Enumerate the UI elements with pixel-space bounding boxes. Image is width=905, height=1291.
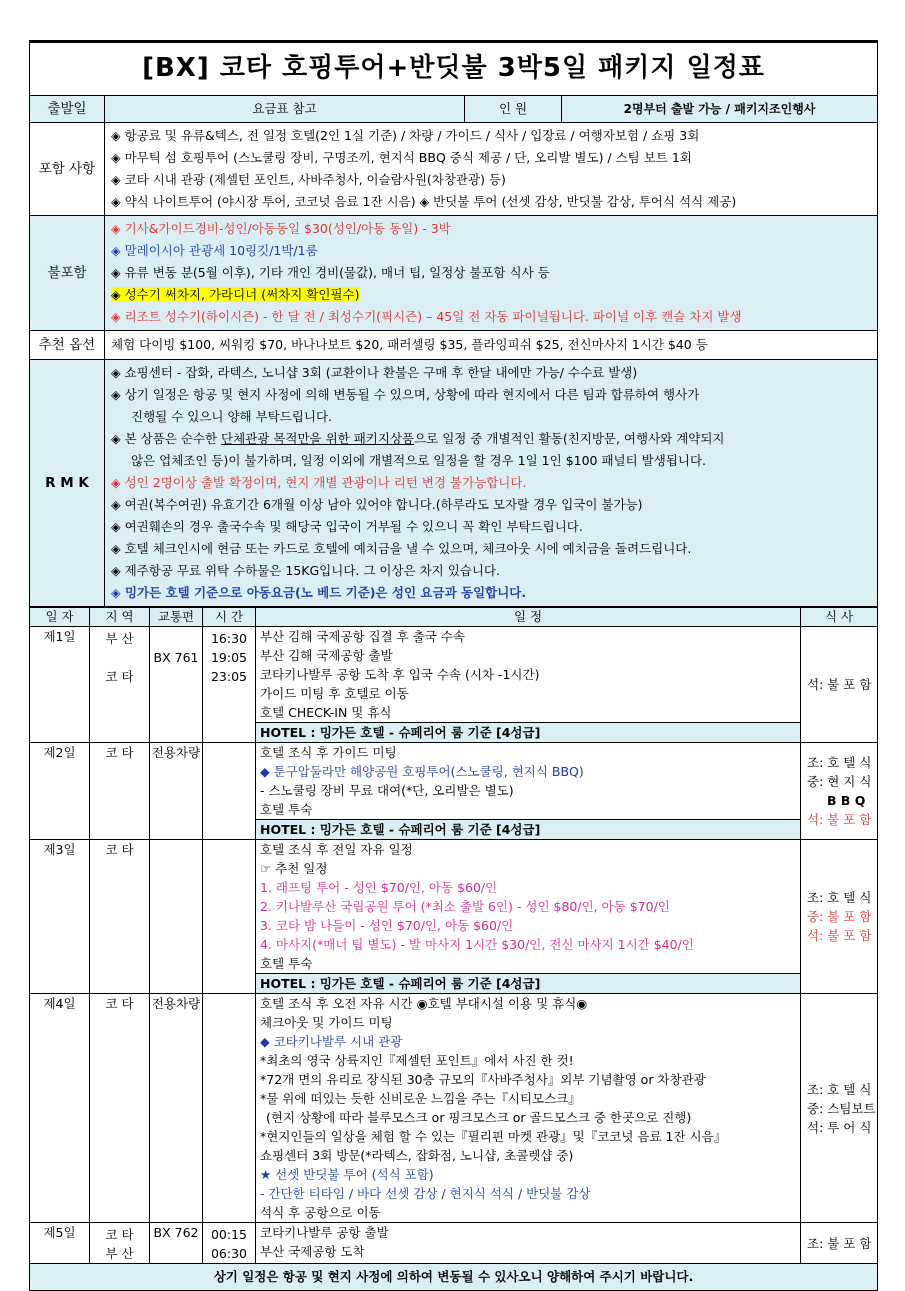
options-label: 추천 옵션	[30, 331, 105, 360]
itinerary-line: 호텔 조식 후 오전 자유 시간 ◉호텔 부대시설 이용 및 휴식◉	[260, 996, 588, 1011]
time-text: 16:30	[210, 631, 248, 646]
meal-text: 조: 호 텔 식	[807, 755, 872, 770]
rmk-text: 으로 일정 중 개별적인 활동(친지방문, 여행사와 계약되지	[414, 431, 725, 446]
meal-text: 조: 호 텔 식	[807, 1081, 872, 1097]
excludes-item-highlight: ◈ 성수기 써차지, 가라디너 (써차지 확인필수)	[111, 287, 360, 302]
itinerary-line: 석식 후 공항으로 이동	[260, 1205, 381, 1220]
region-text: 부 산	[105, 631, 134, 646]
time-text: 06:30	[210, 1246, 248, 1261]
day-label: 제2일	[30, 743, 90, 840]
day-transport: 전용차량	[150, 743, 203, 840]
day-label: 제3일	[30, 840, 90, 994]
itinerary-line: 코타키나발루 공항 도착 후 입국 수속 (시차 -1시간)	[260, 667, 540, 682]
excludes-item: ◈ 말레이시아 관광세 10링깃/1박/1룸	[111, 243, 318, 258]
itinerary-line: ◆ 툰구압둘라만 해양공원 호핑투어(스노쿨링, 현지식 BBQ)	[260, 764, 584, 779]
time-text: 19:05	[210, 650, 248, 665]
includes-label: 포함 사항	[30, 123, 105, 216]
itinerary-line: ◆ 코타키나발루 시내 관광	[260, 1034, 403, 1049]
hotel-line: HOTEL : 밍가든 호텔 - 슈페리어 룸 기준 [4성급]	[256, 973, 800, 993]
itinerary-line: *최초의 영국 상륙지인『제셀턴 포인트』에서 사진 한 컷!	[260, 1053, 574, 1068]
day-row-3	[30, 840, 878, 994]
day-region: 코 타	[90, 840, 150, 994]
itinerary-line: 호텔 조식 후 전일 자유 일정	[260, 842, 413, 857]
excludes-item: ◈ 기사&가이드경비-성인/아동동일 $30(성인/아동 동일) - 3박	[111, 221, 451, 236]
day-transport: 전용차량	[150, 994, 203, 1223]
day-row-1	[30, 627, 878, 743]
includes-item: ◈ 항공료 및 유류&텍스, 전 일정 호텔(2인 1실 기준) / 차량 / 가이드 / 식사 / 입장료 / 여행자보험 / 쇼핑 3회	[111, 128, 700, 143]
day-itinerary	[256, 627, 801, 743]
includes-item: ◈ 약식 나이트투어 (야시장 투어, 코코넛 음료 1잔 시음) ◈ 반딧불 투어 (선셋 감상, 반딧불 감상, 투어식 석식 제공)	[111, 194, 737, 209]
meal-text: 중: 불 포 함	[807, 909, 872, 924]
day-transport	[150, 627, 203, 743]
rmk-item: ◈ 쇼핑센터 - 잡화, 라텍스, 노니샵 3회 (교환이나 환불은 구매 후 한달 내에만 가능/ 수수료 발생)	[111, 365, 638, 380]
schedule-table	[29, 607, 878, 1291]
meal-text: 조: 호 텔 식	[807, 890, 872, 905]
itinerary-line: 부산 국제공항 도착	[260, 1244, 365, 1259]
region-text: 코 타	[105, 1227, 134, 1242]
day-row-4	[30, 994, 878, 1223]
itinerary-line: ☞ 추천 일정	[260, 861, 328, 876]
header-region: 지 역	[90, 608, 150, 627]
day-region	[90, 627, 150, 743]
day-transport	[150, 840, 203, 994]
people-label: 인 원	[465, 96, 562, 123]
rmk-item: ◈ 제주항공 무료 위탁 수하물은 15KG입니다. 그 이상은 차지 있습니다.	[111, 563, 500, 578]
day-label: 제5일	[30, 1223, 90, 1264]
footer-note: 상기 일정은 항공 및 현지 사정에 의하여 변동될 수 있사오니 양해하여 주시기 바랍니다.	[30, 1264, 878, 1291]
day-region	[90, 1223, 150, 1264]
rmk-underline: 단체관광 목적만을 위한 패키지상품	[221, 431, 415, 446]
includes-list	[105, 123, 878, 216]
meal-text: B B Q	[827, 793, 866, 808]
day-meals	[801, 840, 878, 994]
departure-value: 요금표 참고	[105, 96, 465, 123]
includes-item: ◈ 마무틱 섬 호핑투어 (스노쿨링 장비, 구명조끼, 현지식 BBQ 중식 제공 / 단, 오리발 별도) / 스팀 보트 1회	[111, 150, 692, 165]
header-day: 일 자	[30, 608, 90, 627]
itinerary-line: 1. 래프팅 투어 - 성인 $70/인, 아동 $60/인	[260, 880, 498, 895]
people-value: 2명부터 출발 가능 / 패키지조인행사	[562, 96, 878, 123]
departure-label: 출발일	[30, 96, 105, 123]
meal-text: 조: 불 포 함	[807, 1235, 872, 1251]
header-transport: 교통편	[150, 608, 203, 627]
itinerary-line: 가이드 미팅 후 호텔로 이동	[260, 686, 409, 701]
day-meals	[801, 627, 878, 743]
meal-text: 석: 불 포 함	[807, 928, 872, 943]
itinerary-line: 호텔 CHECK-IN 및 휴식	[260, 705, 392, 720]
meal-text: 중: 스팀보트	[807, 1100, 876, 1116]
day-label: 제4일	[30, 994, 90, 1223]
hotel-line: HOTEL : 밍가든 호텔 - 슈페리어 룸 기준 [4성급]	[256, 722, 800, 742]
time-text: 00:15	[210, 1227, 248, 1242]
rmk-item: ◈ 밍가든 호텔 기준으로 아동요금(노 베드 기준)은 성인 요금과 동일합니다.	[111, 585, 527, 600]
rmk-item-cont: 진행될 수 있으니 양해 부탁드립니다.	[131, 409, 332, 424]
rmk-list	[105, 360, 878, 607]
day-times	[203, 1223, 256, 1264]
day-meals	[801, 994, 878, 1223]
day-label: 제1일	[30, 627, 90, 743]
itinerary-line: 호텔 조식 후 가이드 미팅	[260, 745, 397, 760]
hotel-line: HOTEL : 밍가든 호텔 - 슈페리어 룸 기준 [4성급]	[256, 819, 800, 839]
rmk-item	[111, 428, 871, 450]
day-times	[203, 743, 256, 840]
header-time: 시 간	[203, 608, 256, 627]
itinerary-line: 부산 김해 국제공항 출발	[260, 648, 393, 663]
page-title: [BX] 코타 호핑투어+반딧불 3박5일 패키지 일정표	[30, 42, 878, 96]
itinerary-line: (현지 상황에 따라 블루모스크 or 핑크모스크 or 골드모스크 중 한곳으로 진행)	[266, 1110, 692, 1125]
itinerary-line: 호텔 투숙	[260, 802, 313, 817]
header-itinerary: 일 정	[256, 608, 801, 627]
meal-text: 석: 투 어 식	[807, 1119, 872, 1135]
excludes-item: ◈ 유류 변동 분(5월 이후), 기타 개인 경비(물값), 매너 팁, 일정상 불포함 식사 등	[111, 265, 550, 280]
itinerary-line: ★ 선셋 반딧불 투어 (석식 포함)	[260, 1167, 434, 1182]
itinerary-line: *72개 면의 유리로 장식된 30층 규모의『사바주청사』외부 기념촬영 or 차창관광	[260, 1072, 706, 1087]
excludes-item: ◈ 리조트 성수기(하이시즌) - 한 달 전 / 최성수기(픽시즌) – 45일 전 자동 파이널됩니다. 파이널 이후 캔슬 차지 발생	[111, 309, 742, 324]
rmk-item: ◈ 여권(복수여권) 유효기간 6개월 이상 남아 있어야 합니다.(하루라도 모자랄 경우 입국이 불가능)	[111, 497, 643, 512]
day-meals	[801, 1223, 878, 1264]
excludes-label: 불포함	[30, 216, 105, 331]
rmk-item: ◈ 성인 2명이상 출발 확정이며, 현지 개별 관광이나 리턴 변경 불가능합니다.	[111, 475, 527, 490]
itinerary-line: 체크아웃 및 가이드 미팅	[260, 1015, 393, 1030]
info-table	[29, 40, 878, 607]
day-itinerary	[256, 994, 801, 1223]
itinerary-line: - 스노쿨링 장비 무료 대여(*단, 오리발은 별도)	[260, 783, 514, 798]
itinerary-line: 쇼핑센터 3회 방문(*라텍스, 잡화점, 노니샵, 초콜렛샵 중)	[260, 1148, 574, 1163]
day-region: 코 타	[90, 994, 150, 1223]
meal-text: 중: 현 지 식	[807, 774, 872, 789]
rmk-label: R M K	[30, 360, 105, 607]
day-region: 코 타	[90, 743, 150, 840]
day-row-2	[30, 743, 878, 840]
rmk-item-cont: 않은 업체조인 등)이 불가하며, 일정 이외에 개별적으로 일정을 할 경우 1일 1인 $100 패널티 발생됩니다.	[131, 453, 707, 468]
rmk-item: ◈ 호텔 체크인시에 현금 또는 카드로 호텔에 예치금을 낼 수 있으며, 체크아웃 시에 예치금을 돌려드립니다.	[111, 541, 692, 556]
rmk-item: ◈ 상기 일정은 항공 및 현지 사정에 의해 변동될 수 있으며, 상황에 따라 현지에서 다른 팀과 합류하여 행사가	[111, 387, 700, 402]
day-row-5	[30, 1223, 878, 1264]
day-meals	[801, 743, 878, 840]
excludes-list	[105, 216, 878, 331]
rmk-text: ◈ 본 상품은 순수한	[111, 431, 222, 446]
day-transport: BX 762	[150, 1223, 203, 1264]
day-times	[203, 840, 256, 994]
day-itinerary	[256, 840, 801, 994]
day-times	[203, 994, 256, 1223]
day-itinerary	[256, 743, 801, 840]
itinerary-line: *현지인들의 일상을 체험 할 수 있는『필리핀 마켓 관광』및『코코넛 음료 1잔 시음』	[260, 1129, 727, 1144]
header-meals: 식 사	[801, 608, 878, 627]
itinerary-line: *물 위에 떠있는 듯한 신비로운 느낌을 주는『시티모스크』	[260, 1091, 581, 1106]
meal-text: 석: 불 포 함	[807, 812, 872, 827]
itinerary-line: - 간단한 티타임 / 바다 선셋 감상 / 현지식 석식 / 반딧불 감상	[260, 1186, 591, 1201]
itinerary-line: 4. 마사지(*매너 팁 별도) - 발 마사지 1시간 $30/인, 전신 마사지 1시간 $40/인	[260, 937, 694, 952]
transport-text: BX 761	[153, 650, 199, 665]
itinerary-line: 2. 키나발루산 국립공원 투어 (*최소 출발 6인) - 성인 $80/인, 아동 $70/인	[260, 899, 670, 914]
itinerary-line: 코타키나발루 공항 출발	[260, 1225, 389, 1240]
itinerary-line: 3. 코타 밤 나들이 - 성인 $70/인, 아동 $60/인	[260, 918, 514, 933]
region-text: 부 산	[105, 1246, 134, 1261]
itinerary-sheet	[29, 40, 877, 1291]
includes-item: ◈ 코타 시내 관광 (제셀턴 포인트, 사바주청사, 이슬람사원(차창관광) 등)	[111, 172, 506, 187]
region-text: 코 타	[105, 669, 134, 684]
rmk-item: ◈ 여권훼손의 경우 출국수속 및 해당국 입국이 거부될 수 있으니 꼭 확인 부탁드립니다.	[111, 519, 583, 534]
day-times	[203, 627, 256, 743]
day-itinerary	[256, 1223, 801, 1264]
itinerary-line: 호텔 투숙	[260, 956, 313, 971]
options-text: 체험 다이빙 $100, 씨워킹 $70, 바나나보트 $20, 패러셀링 $35, 플라잉피쉬 $25, 전신마사지 1시간 $40 등	[105, 331, 878, 360]
time-text: 23:05	[210, 669, 248, 684]
meal-text: 석: 불 포 함	[807, 677, 872, 692]
itinerary-line: 부산 김해 국제공항 집결 후 출국 수속	[260, 629, 465, 644]
